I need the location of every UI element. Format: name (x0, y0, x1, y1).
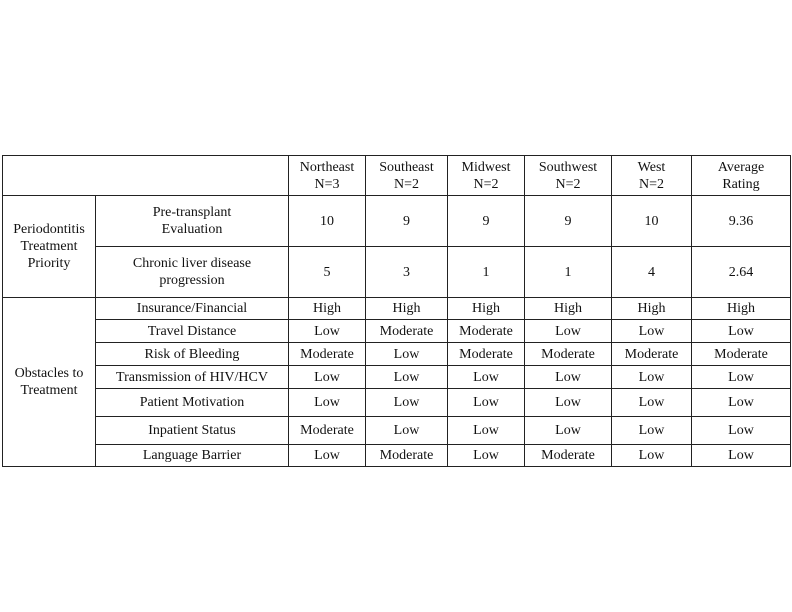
table-cell: Low (692, 366, 791, 389)
row-label: Patient Motivation (96, 389, 289, 417)
table-cell: 9 (366, 196, 448, 247)
table-cell: Low (366, 389, 448, 417)
table-cell: Low (612, 445, 692, 467)
col-header-southeast (366, 156, 448, 196)
table-cell: Low (525, 417, 612, 445)
col-header-n: N=3 (314, 176, 340, 192)
col-header-n: N=2 (393, 176, 419, 192)
table-cell: Low (448, 445, 525, 467)
col-header-n: Rating (722, 176, 760, 192)
row-label (96, 196, 289, 247)
table-row (3, 417, 791, 445)
group-label-line: Treatment (20, 383, 78, 398)
row-label: Language Barrier (96, 445, 289, 467)
table-cell: Moderate (692, 343, 791, 366)
col-header-name: Northeast (299, 159, 355, 175)
table-cell: Moderate (289, 343, 366, 366)
table-cell: High (448, 298, 525, 320)
row-label: Inpatient Status (96, 417, 289, 445)
table-cell: High (692, 298, 791, 320)
row-label: Risk of Bleeding (96, 343, 289, 366)
table-cell: Low (525, 320, 612, 343)
table-cell: 10 (612, 196, 692, 247)
table-cell: Low (612, 417, 692, 445)
table-cell: Low (366, 343, 448, 366)
col-header-name: Average (717, 159, 765, 175)
table-cell: 3 (366, 247, 448, 298)
col-header-northeast (289, 156, 366, 196)
group-label-priority (3, 196, 96, 298)
table-cell: Low (612, 389, 692, 417)
table-cell: Moderate (525, 343, 612, 366)
table-cell: 9 (525, 196, 612, 247)
row-label-line: Chronic liver disease (132, 256, 252, 271)
table-row (3, 298, 791, 320)
table-cell: Low (289, 445, 366, 467)
table-cell: 9 (448, 196, 525, 247)
table-cell: Moderate (289, 417, 366, 445)
table-cell: Low (366, 417, 448, 445)
col-header-midwest (448, 156, 525, 196)
table-cell: Moderate (612, 343, 692, 366)
col-header-name: Midwest (461, 159, 511, 175)
table-cell: 5 (289, 247, 366, 298)
col-header-name: Southwest (538, 159, 598, 175)
group-label-line: Periodontitis (13, 222, 85, 237)
col-header-name: Southeast (379, 159, 434, 175)
row-label-line: Evaluation (161, 222, 223, 237)
table-row (3, 247, 791, 298)
table-cell: Moderate (366, 320, 448, 343)
table-cell: Low (289, 389, 366, 417)
group-label-line: Priority (27, 256, 71, 271)
table-cell: Low (289, 320, 366, 343)
col-header-n: N=2 (555, 176, 581, 192)
col-header-average (692, 156, 791, 196)
row-label (96, 247, 289, 298)
row-label: Insurance/Financial (96, 298, 289, 320)
table-cell: 9.36 (692, 196, 791, 247)
row-label-line: progression (159, 273, 225, 288)
table-cell: High (612, 298, 692, 320)
table-row (3, 366, 791, 389)
col-header-west (612, 156, 692, 196)
table-row (3, 445, 791, 467)
table-cell: High (525, 298, 612, 320)
table-row (3, 389, 791, 417)
table-cell: Low (692, 320, 791, 343)
table-cell: Moderate (525, 445, 612, 467)
table-cell: Low (692, 445, 791, 467)
table-row (3, 343, 791, 366)
table-row (3, 196, 791, 247)
table-cell: Low (448, 389, 525, 417)
table-cell: 1 (525, 247, 612, 298)
row-label: Travel Distance (96, 320, 289, 343)
table-cell: Low (612, 320, 692, 343)
table-cell: 10 (289, 196, 366, 247)
table-cell: Moderate (448, 320, 525, 343)
table-cell: Low (692, 389, 791, 417)
table-cell: Low (525, 366, 612, 389)
group-label-obstacles (3, 298, 96, 467)
group-label-line: Treatment (20, 239, 78, 254)
table-cell: 4 (612, 247, 692, 298)
row-label: Transmission of HIV/HCV (96, 366, 289, 389)
table-cell: Low (525, 389, 612, 417)
col-header-southwest (525, 156, 612, 196)
table-cell: High (289, 298, 366, 320)
table-cell: High (366, 298, 448, 320)
table-cell: Low (692, 417, 791, 445)
table-row (3, 320, 791, 343)
col-header-n: N=2 (638, 176, 664, 192)
table-cell: Low (612, 366, 692, 389)
col-header-n: N=2 (473, 176, 499, 192)
table-cell: 2.64 (692, 247, 791, 298)
table-cell: Low (448, 417, 525, 445)
table-cell: 1 (448, 247, 525, 298)
table-cell: Moderate (448, 343, 525, 366)
table-cell: Low (366, 366, 448, 389)
table-cell: Moderate (366, 445, 448, 467)
row-label-line: Pre-transplant (152, 205, 232, 220)
corner-cell (3, 156, 289, 196)
results-table (2, 155, 791, 467)
col-header-name: West (637, 159, 666, 175)
header-row (3, 156, 791, 196)
table-cell: Low (448, 366, 525, 389)
table-cell: Low (289, 366, 366, 389)
group-label-line: Obstacles to (14, 366, 84, 381)
